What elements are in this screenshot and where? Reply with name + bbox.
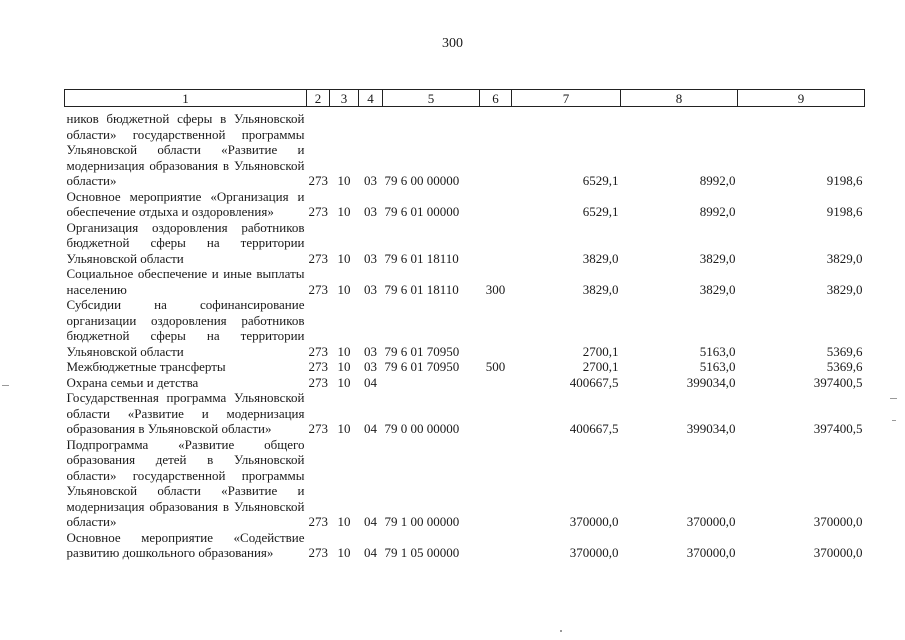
- table-row: [65, 297, 865, 359]
- column-header: 9: [738, 90, 865, 107]
- table-row: [65, 359, 865, 375]
- cell-code: 273: [308, 514, 328, 529]
- cell-value-7: 6529,1: [582, 204, 619, 219]
- table-row: [65, 189, 865, 220]
- cell-value-7: 370000,0: [569, 514, 619, 529]
- cell-section: 10: [337, 250, 351, 266]
- cell-value-7: 6529,1: [582, 173, 619, 188]
- cell-section: 10: [337, 421, 351, 436]
- cell-section: 10: [337, 343, 351, 359]
- row-name: Охрана семьи и детства: [66, 374, 199, 390]
- cell-code: 273: [308, 374, 328, 390]
- scan-mark: [892, 420, 896, 421]
- cell-code: 273: [308, 173, 328, 188]
- cell-value-7: 370000,0: [569, 545, 619, 560]
- column-header: 1: [65, 90, 307, 107]
- table-row: [65, 375, 865, 391]
- column-header: 8: [621, 90, 738, 107]
- column-header: 3: [330, 90, 359, 107]
- cell-target: 79 6 01 00000: [384, 204, 460, 219]
- table-row: [65, 107, 865, 189]
- cell-value-8: 370000,0: [686, 545, 736, 560]
- table-row: [65, 530, 865, 561]
- cell-subsection: 03: [364, 173, 377, 188]
- cell-value-7: 3829,0: [582, 250, 619, 266]
- cell-subsection: 04: [364, 545, 377, 560]
- cell-section: 10: [337, 281, 351, 297]
- cell-expense-type: [480, 375, 512, 391]
- cell-subsection: 03: [364, 343, 377, 359]
- cell-target: 79 1 00 00000: [384, 514, 460, 529]
- cell-value-9: 5369,6: [826, 343, 863, 359]
- cell-expense-type: [480, 220, 512, 267]
- table-row: [65, 266, 865, 297]
- cell-subsection: 04: [364, 514, 377, 529]
- cell-value-8: 5163,0: [699, 343, 736, 359]
- row-name: ников бюджетной сферы в Ульяновской области» государственной программы Ульяновской области «Развитие и модернизация образования в Ульяновской области»: [66, 111, 305, 188]
- cell-target: 79 0 00 00000: [384, 421, 460, 436]
- cell-expense-type: [480, 297, 512, 359]
- cell-value-8: 399034,0: [686, 421, 736, 436]
- table-header-row: [65, 90, 865, 107]
- cell-subsection: 03: [364, 204, 377, 219]
- row-name: Основное мероприятие «Содействие развитию дошкольного образования»: [66, 529, 305, 560]
- cell-value-7: 400667,5: [569, 421, 619, 436]
- budget-table: [64, 89, 865, 561]
- row-name: Государственная программа Ульяновской области «Развитие и модернизация образования в Ульяновской области»: [66, 390, 305, 436]
- column-header: 6: [480, 90, 512, 107]
- row-name: Основное мероприятие «Организация и обеспечение отдыха и оздоровления»: [66, 188, 305, 219]
- cell-value-9: 3829,0: [826, 250, 863, 266]
- cell-code: 273: [308, 250, 328, 266]
- cell-value-9: 397400,5: [813, 421, 863, 436]
- cell-value-7: 2700,1: [582, 343, 619, 359]
- cell-expense-type: [480, 189, 512, 220]
- scan-mark: [560, 630, 562, 632]
- cell-subsection: 03: [364, 359, 377, 374]
- cell-value-9: 397400,5: [813, 374, 863, 390]
- column-header: 4: [359, 90, 383, 107]
- table-row: [65, 390, 865, 437]
- scan-mark: [890, 398, 897, 399]
- cell-code: 273: [308, 545, 328, 560]
- cell-value-8: 370000,0: [686, 514, 736, 529]
- cell-value-9: 9198,6: [826, 204, 863, 219]
- cell-value-9: 9198,6: [826, 173, 863, 188]
- cell-subsection: 04: [364, 374, 377, 390]
- scan-mark: [2, 385, 9, 386]
- page-number: 300: [442, 36, 463, 51]
- cell-value-7: 400667,5: [569, 374, 619, 390]
- column-header: 7: [512, 90, 621, 107]
- cell-value-8: 3829,0: [699, 250, 736, 266]
- row-name: Организация оздоровления работников бюджетной сферы на территории Ульяновской области: [66, 219, 305, 266]
- cell-target: [383, 375, 480, 391]
- table-row: [65, 220, 865, 267]
- cell-target: 79 6 01 70950: [384, 359, 460, 374]
- cell-value-8: 3829,0: [699, 281, 736, 297]
- cell-target: 79 6 01 18110: [384, 281, 459, 297]
- cell-expense-type: 300: [485, 281, 506, 297]
- row-name: Межбюджетные трансферты: [66, 359, 226, 374]
- cell-section: 10: [337, 514, 351, 529]
- cell-expense-type: [480, 107, 512, 189]
- cell-value-8: 8992,0: [699, 173, 736, 188]
- column-header: 5: [383, 90, 480, 107]
- cell-expense-type: [480, 530, 512, 561]
- row-name: Социальное обеспечение и иные выплаты населению: [66, 266, 305, 297]
- cell-section: 10: [337, 204, 351, 219]
- row-name: Подпрограмма «Развитие общего образования детей в Ульяновской области» государственной программы Ульяновской области «Развитие и модернизация образования в Ульяновской области»: [66, 436, 305, 529]
- cell-value-7: 2700,1: [582, 359, 619, 374]
- cell-value-8: 8992,0: [699, 204, 736, 219]
- cell-subsection: 03: [364, 281, 377, 297]
- cell-value-9: 370000,0: [813, 545, 863, 560]
- cell-value-9: 370000,0: [813, 514, 863, 529]
- cell-value-8: 5163,0: [699, 359, 736, 374]
- cell-target: 79 1 05 00000: [384, 545, 460, 560]
- cell-expense-type: 500: [485, 359, 506, 374]
- row-name: Субсидии на софинансирование организации оздоровления работников бюджетной сферы на территории Ульяновской области: [66, 297, 305, 359]
- cell-code: 273: [308, 204, 328, 219]
- cell-value-8: 399034,0: [686, 374, 736, 390]
- cell-value-9: 5369,6: [826, 359, 863, 374]
- cell-section: 10: [337, 359, 351, 374]
- cell-section: 10: [337, 545, 351, 560]
- cell-code: 273: [308, 343, 328, 359]
- cell-value-7: 3829,0: [582, 281, 619, 297]
- cell-code: 273: [308, 359, 328, 374]
- cell-target: 79 6 00 00000: [384, 173, 460, 188]
- cell-target: 79 6 01 70950: [384, 343, 460, 359]
- cell-target: 79 6 01 18110: [384, 250, 459, 266]
- cell-section: 10: [337, 173, 351, 188]
- cell-value-9: 3829,0: [826, 281, 863, 297]
- cell-expense-type: [480, 437, 512, 530]
- column-header: 2: [307, 90, 330, 107]
- table-row: [65, 437, 865, 530]
- cell-section: 10: [337, 374, 351, 390]
- cell-subsection: 04: [364, 421, 377, 436]
- cell-code: 273: [308, 421, 328, 436]
- cell-expense-type: [480, 390, 512, 437]
- cell-subsection: 03: [364, 250, 377, 266]
- cell-code: 273: [308, 281, 328, 297]
